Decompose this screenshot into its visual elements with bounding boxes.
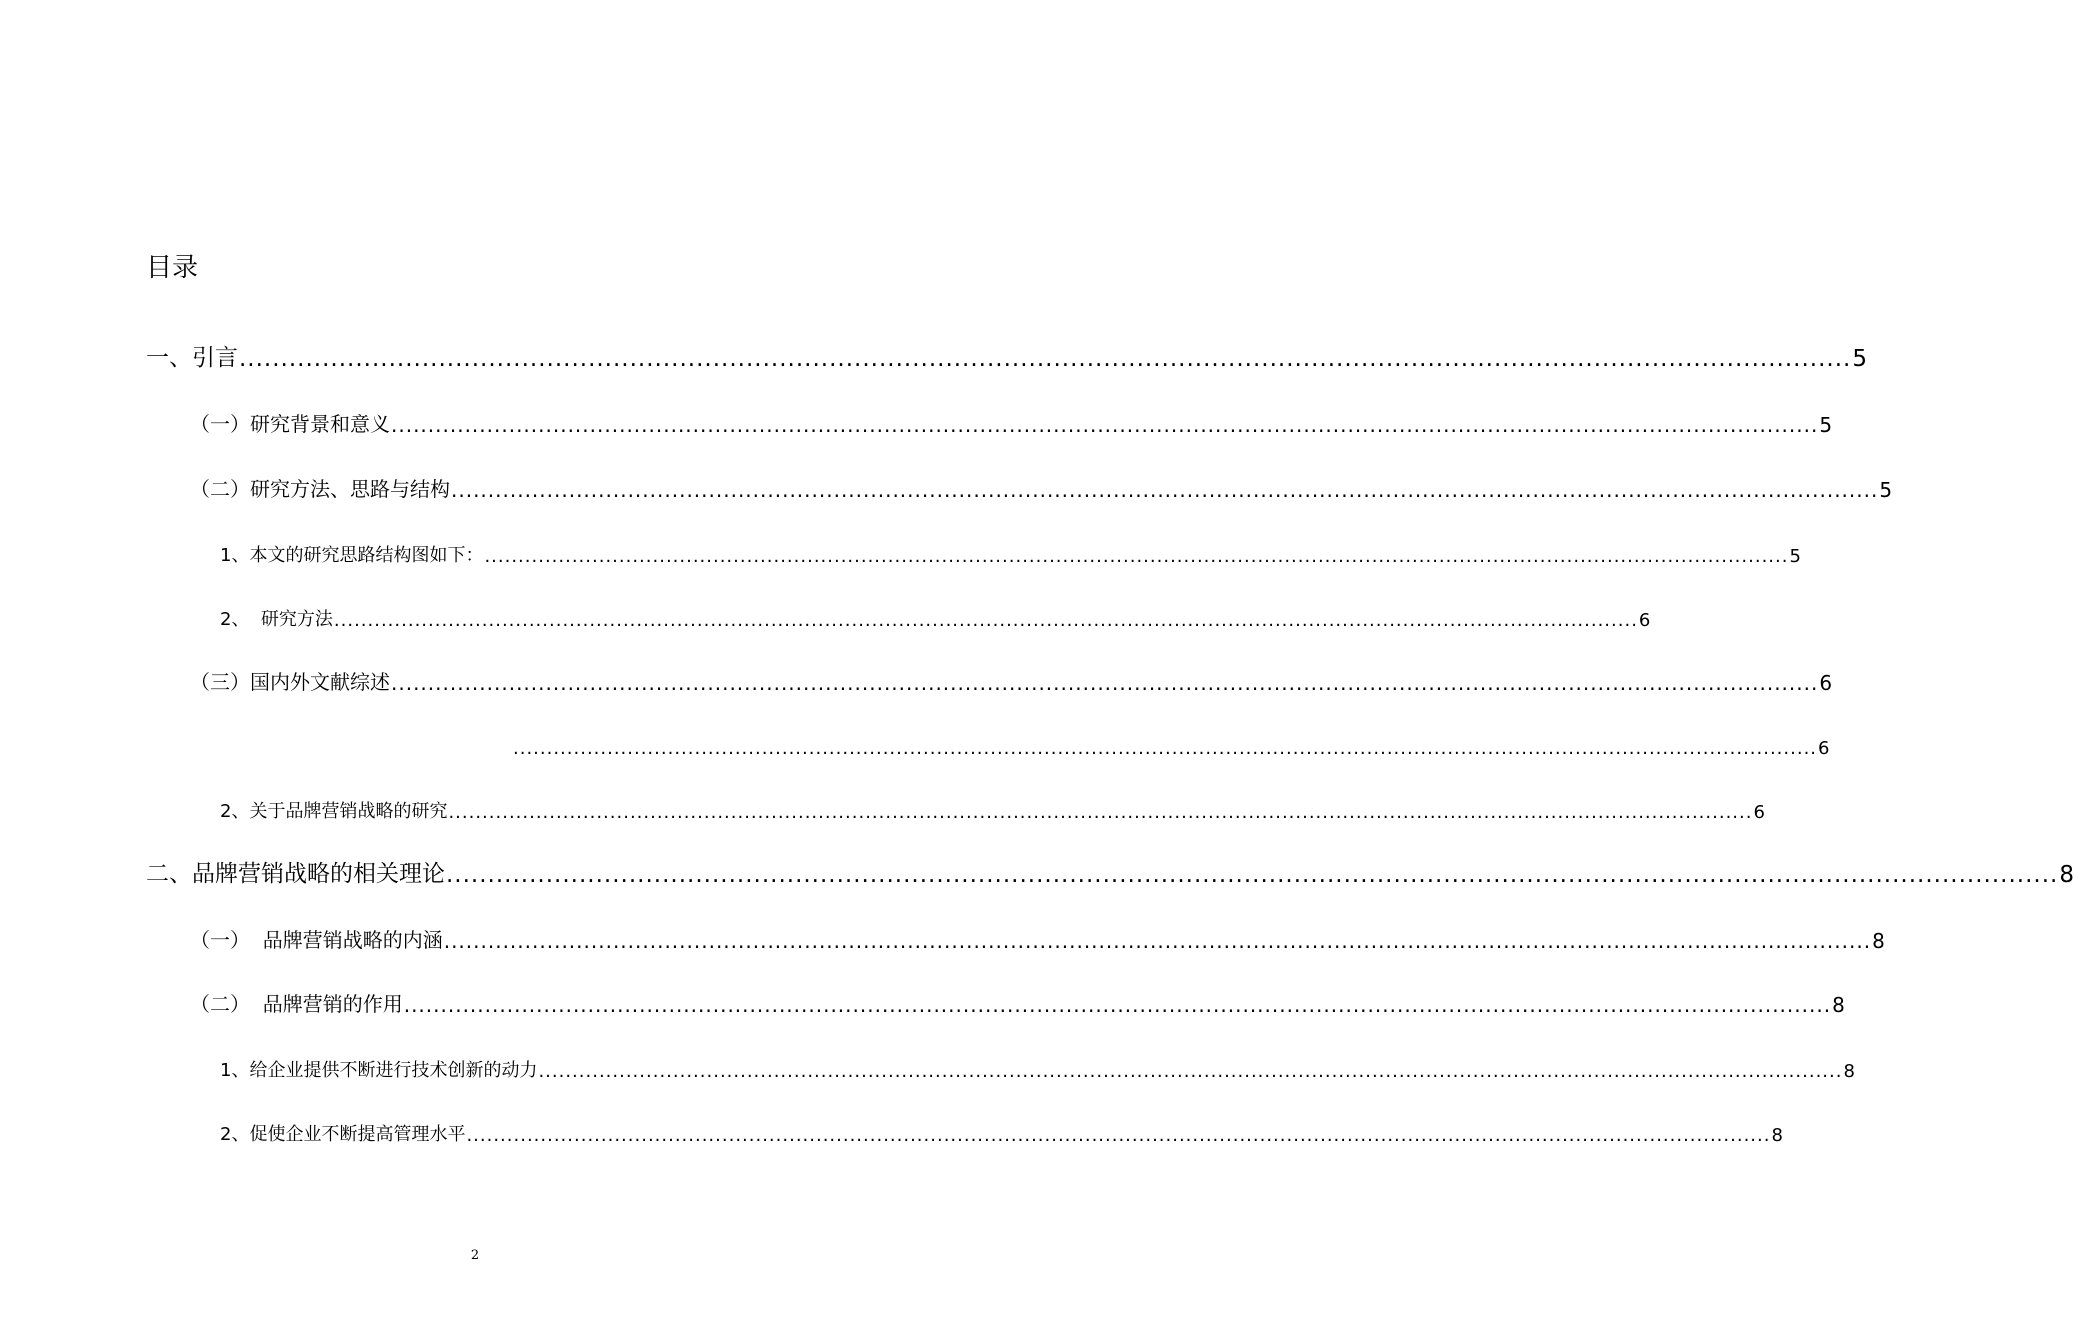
toc-leader-dots: .................................................................................................................................................................................................. (403, 993, 1832, 1017)
toc-entry-untitled[interactable] (512, 727, 1830, 759)
toc-leader-dots: .................................................................................................................................................................................................. (451, 478, 1879, 502)
toc-leader-dots: .................................................................................................................................................................................................. (391, 413, 1819, 437)
toc-page-number: 8 (1771, 1125, 1783, 1146)
toc-entry-label: 2、促使企业不断提高管理水平 (220, 1124, 466, 1145)
toc-title: 目录 (146, 253, 199, 283)
toc-page-number: 5 (1819, 413, 1833, 437)
toc-entry-methods-structure[interactable] (190, 470, 1893, 502)
toc-leader-dots: .................................................................................................................................................................................................. (239, 346, 1852, 372)
toc-page-number: 6 (1819, 671, 1833, 695)
toc-leader-dots: .................................................................................................................................................................................................. (391, 671, 1819, 695)
toc-entry-structure-diagram[interactable] (220, 535, 1801, 567)
toc-page-number: 6 (1753, 802, 1765, 823)
toc-page-number: 6 (1818, 738, 1830, 759)
toc-entry-label: 1、给企业提供不断进行技术创新的动力 (220, 1060, 538, 1081)
toc-page-number: 5 (1879, 478, 1893, 502)
toc-entry-marketing-role[interactable] (190, 985, 1845, 1017)
footer-page-number: 2 (470, 1248, 480, 1263)
toc-entry-strategy-connotation[interactable] (190, 921, 1885, 953)
toc-leader-dots: .................................................................................................................................................................................................. (448, 802, 1753, 823)
toc-leader-dots: .................................................................................................................................................................................................. (513, 738, 1818, 759)
toc-entry-label: （二） 品牌营销的作用 (190, 992, 403, 1016)
toc-leader-dots: .................................................................................................................................................................................................. (333, 610, 1638, 631)
toc-entry-introduction[interactable] (146, 340, 1867, 372)
toc-entry-label: 1、本文的研究思路结构图如下： (220, 545, 484, 566)
toc-page-number: 8 (1843, 1061, 1855, 1082)
toc-entry-related-theory[interactable] (146, 856, 2074, 888)
toc-page-number: 8 (1832, 993, 1845, 1017)
toc-leader-dots: .................................................................................................................................................................................................. (484, 546, 1789, 567)
toc-entry-research-methods[interactable] (220, 599, 1651, 631)
toc-entry-literature-review[interactable] (190, 663, 1833, 695)
toc-entry-background[interactable] (190, 405, 1833, 437)
toc-leader-dots: .................................................................................................................................................................................................. (446, 862, 2059, 888)
toc-page-number: 5 (1852, 346, 1867, 372)
toc-entry-label: 2、 研究方法 (220, 609, 333, 630)
toc-entry-management-level[interactable] (220, 1114, 1783, 1146)
toc-entry-label: 二、品牌营销战略的相关理论 (146, 861, 445, 887)
toc-leader-dots: .................................................................................................................................................................................................. (443, 929, 1872, 953)
toc-page-number: 6 (1638, 610, 1651, 631)
toc-entry-label: 2、关于品牌营销战略的研究 (220, 801, 448, 822)
toc-page-number: 8 (2059, 862, 2074, 888)
toc-entry-innovation-motivation[interactable] (220, 1050, 1855, 1082)
toc-entry-label: （二）研究方法、思路与结构 (190, 477, 450, 501)
toc-leader-dots: .................................................................................................................................................................................................. (538, 1061, 1843, 1082)
toc-entry-label: （三）国内外文献综述 (190, 670, 390, 694)
toc-entry-label: 一、引言 (146, 345, 238, 371)
toc-leader-dots: .................................................................................................................................................................................................. (466, 1125, 1771, 1146)
toc-entry-label: （一）研究背景和意义 (190, 412, 390, 436)
toc-page-number: 8 (1872, 929, 1885, 953)
toc-entry-label: （一） 品牌营销战略的内涵 (190, 928, 443, 952)
toc-entry-brand-strategy-research[interactable] (220, 791, 1765, 823)
toc-page-number: 5 (1789, 546, 1801, 567)
